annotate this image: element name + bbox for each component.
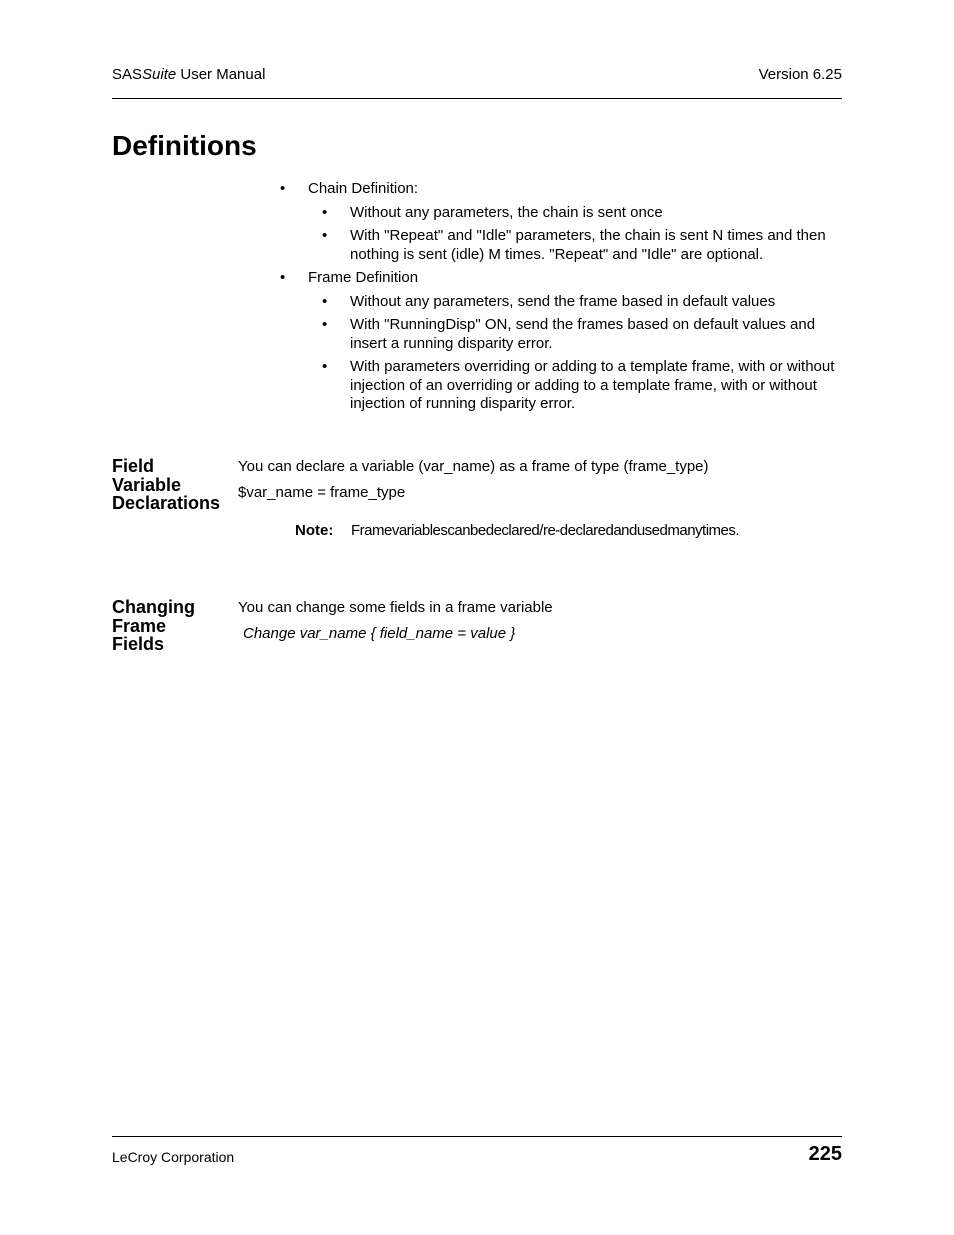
page-footer — [112, 1136, 842, 1177]
bullet-icon: • — [322, 358, 328, 375]
heading-line: Changing — [112, 597, 195, 617]
page-number: 225 — [808, 1143, 842, 1165]
heading-line: Variable — [112, 474, 182, 495]
list-item — [280, 204, 845, 223]
product-suffix: User Manual — [176, 66, 266, 83]
heading-line: Fields — [112, 634, 165, 654]
list-item — [280, 227, 845, 264]
product-prefix: SAS — [112, 66, 143, 83]
list-item-text: With "RunningDisp" ON, send the frames based on default values and insert a running disparity error. — [350, 316, 816, 352]
chain-definition-item — [280, 180, 845, 199]
list-item — [280, 316, 845, 353]
product-italic: Suite — [142, 66, 177, 83]
frame-definition-item — [280, 269, 845, 288]
page-header — [112, 64, 842, 99]
version-label: Version 6.25 — [758, 66, 842, 83]
heading-line: Frame — [112, 615, 167, 636]
frame-definition-label: Frame Definition — [308, 269, 419, 286]
bullet-icon: • — [280, 180, 286, 197]
bullet-icon: • — [280, 269, 286, 286]
note-text: Framevariablescanbedeclared/re-declaredandusedmanytimes. — [351, 522, 740, 539]
bullet-icon: • — [322, 292, 328, 310]
note — [295, 522, 739, 540]
definitions-list — [280, 180, 845, 419]
list-item-text: With parameters overriding or adding to a template frame, with or without injection of an overriding or adding to a template frame, with or without injection of running disparity error. — [350, 358, 835, 412]
company-name: LeCroy Corporation — [112, 1149, 235, 1165]
field-variable-syntax: $var_name = frame_type — [238, 484, 406, 501]
list-item — [280, 358, 845, 414]
field-variable-text: You can declare a variable (var_name) as a frame of type (frame_type) — [238, 458, 709, 475]
bullet-icon: • — [322, 316, 328, 333]
changing-fields-syntax: Change var_name { field_name = value } — [243, 625, 516, 642]
field-variable-heading — [112, 457, 237, 513]
manual-title — [112, 66, 265, 83]
heading-line: Declarations — [112, 493, 221, 513]
bullet-icon: • — [322, 203, 328, 221]
changing-frame-fields-heading — [112, 598, 237, 654]
page-title: Definitions — [112, 130, 257, 161]
list-item — [280, 293, 845, 312]
changing-fields-text: You can change some fields in a frame variable — [238, 599, 553, 616]
list-item-text: Without any parameters, send the frame based in default values — [350, 292, 776, 310]
heading-line: Field — [112, 456, 155, 476]
list-item-text: Without any parameters, the chain is sent once — [350, 203, 663, 221]
list-item-text: With "Repeat" and "Idle" parameters, the chain is sent N times and then nothing is sent (idle) M times. "Repeat" and "Idle" are optional. — [350, 227, 826, 263]
note-label: Note: — [295, 522, 334, 539]
bullet-icon: • — [322, 227, 328, 244]
chain-definition-label: Chain Definition: — [308, 180, 419, 197]
